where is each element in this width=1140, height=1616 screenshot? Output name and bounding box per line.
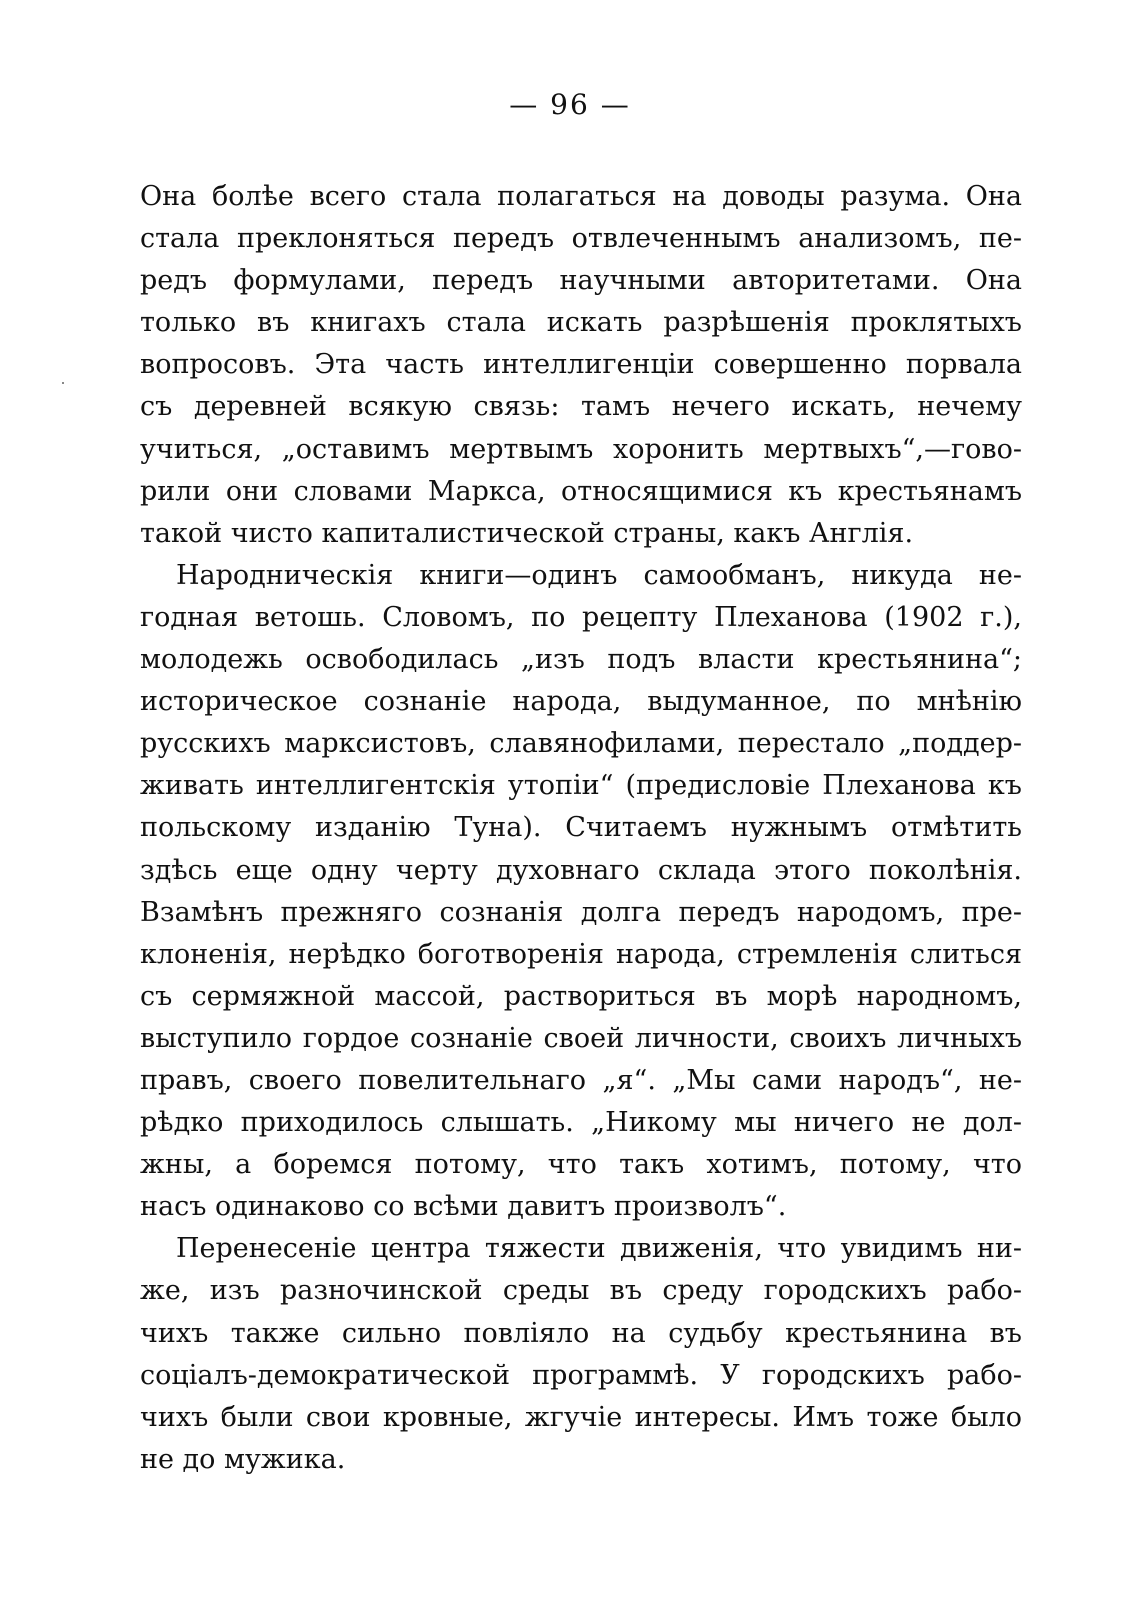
text-line: правъ, своего повелительнаго „я“. „Мы сами народъ“, не- [140, 1064, 1022, 1096]
text-line: выступило гордое сознаніе своей личности, своихъ личныхъ [140, 1022, 1022, 1054]
text-line: молодежь освободилась „изъ подъ власти крестьянина“; [140, 644, 1022, 676]
body-text [140, 176, 1022, 1481]
text-line: же, изъ разночинской среды въ среду городскихъ рабо- [140, 1275, 1022, 1307]
page-number: — 96 — [509, 88, 631, 121]
margin-speck [62, 382, 64, 384]
text-line: живать интеллигентскія утопіи“ (предисловіе Плеханова къ [140, 770, 1022, 802]
text-line: русскихъ марксистовъ, славянофилами, перестало „поддер- [140, 728, 1022, 760]
paragraph-start-line: Перенесеніе центра тяжести движенія, что увидимъ ни- [176, 1233, 1022, 1265]
text-line: редъ формулами, передъ научными авторитетами. Она [140, 265, 1022, 297]
text-line: не до мужика. [140, 1443, 346, 1475]
text-line: историческое сознаніе народа, выдуманное, по мнѣнію [140, 686, 1022, 718]
text-line: рили они словами Маркса, относящимися къ крестьянамъ [140, 475, 1022, 507]
text-line: только въ книгахъ стала искать разрѣшенія проклятыхъ [140, 307, 1022, 339]
text-line: чихъ были свои кровные, жгучіе интересы. Имъ тоже было [140, 1401, 1022, 1433]
text-line: соціалъ-демократической программѣ. У городскихъ рабо- [140, 1359, 1022, 1391]
text-line: учиться, „оставимъ мертвымъ хоронить мертвыхъ“,—гово- [140, 433, 1022, 465]
text-line: рѣдко приходилось слышать. „Никому мы ничего не дол- [140, 1107, 1022, 1139]
text-line: польскому изданію Туна). Считаемъ нужнымъ отмѣтить [140, 812, 1022, 844]
text-line: насъ одинаково со всѣми давитъ произволъ“. [140, 1191, 787, 1223]
text-line: чихъ также сильно повліяло на судьбу крестьянина въ [140, 1317, 1022, 1349]
text-line: съ деревней всякую связь: тамъ нечего искать, нечему [140, 391, 1022, 423]
text-line: годная ветошь. Словомъ, по рецепту Плеханова (1902 г.), [140, 601, 1022, 633]
paragraph-start-line: Народническія книги—одинъ самообманъ, никуда не- [176, 559, 1022, 591]
text-line: жны, а боремся потому, что такъ хотимъ, потому, что [140, 1149, 1022, 1181]
text-line: здѣсь еще одну черту духовнаго склада этого поколѣнія. [140, 854, 1022, 886]
text-line: вопросовъ. Эта часть интеллигенціи совершенно порвала [140, 349, 1022, 381]
text-line: съ сермяжной массой, раствориться въ морѣ народномъ, [140, 980, 1022, 1012]
text-line: стала преклоняться передъ отвлеченнымъ анализомъ, пе- [140, 223, 1022, 255]
text-line: Она болѣе всего стала полагаться на доводы разума. Она [140, 181, 1022, 212]
text-line: клоненія, нерѣдко боготворенія народа, стремленія слиться [140, 938, 1022, 970]
text-line: такой чисто капиталистической страны, какъ Англія. [140, 517, 914, 549]
text-line: Взамѣнъ прежняго сознанія долга передъ народомъ, пре- [140, 896, 1022, 928]
